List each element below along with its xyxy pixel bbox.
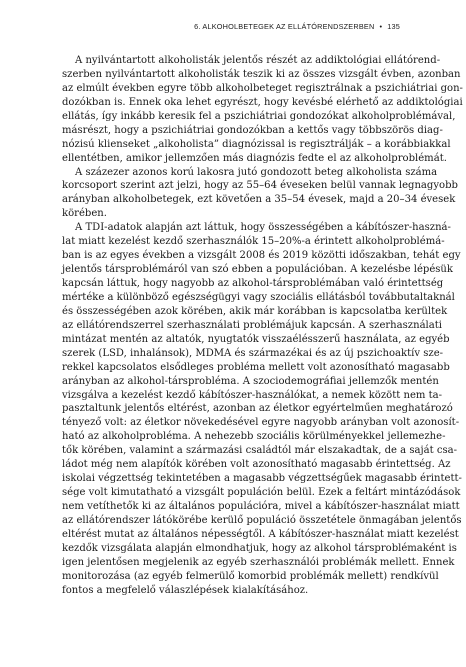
text-line: az elmúlt években egyre több alkoholbeteget regisztrálnak a pszichiátriai gon- xyxy=(62,82,463,94)
text-line: vizsgálva a kezelést kezdő kábítószer-használókat, a nemek között nem ta- xyxy=(62,389,443,401)
text-line: mértéke a különböző egészségügyi vagy szociális ellátásból továbbutaltaknál xyxy=(62,291,455,303)
text-line: szerek (LSD, inhalánsok), MDMA és származékai és az új pszichoaktív sze- xyxy=(62,347,444,359)
text-line: A nyilvántartott alkoholisták jelentős részét az addiktológiai ellátórend- xyxy=(75,55,441,66)
text-line: ládot még nem alapítók körében volt azonosítható magasabb érintettség. Az xyxy=(62,459,451,471)
page-number: 135 xyxy=(387,22,400,31)
text-line: kapcsán láttuk, hogy nagyobb az alkohol-társproblémában való érintettség xyxy=(62,278,444,289)
text-line: iskolai végzettség tekintetében a magasabb végzettségűek magasabb érintett- xyxy=(62,473,462,485)
text-line: az ellátórendszer látókörébe kerülő populáció összetétele önmagában jelentős xyxy=(62,514,462,526)
running-head-separator: • xyxy=(379,22,383,31)
text-line: igen jelentősen megjelenik az egyéb szerhasználói problémák mellett. Ennek xyxy=(62,556,455,568)
text-line: mintázat mentén az altatók, nyugtatók visszaélésszerű használata, az egyéb xyxy=(62,333,450,345)
text-line: nem vetíthetők ki az általános populációra, mivel a kábítószer-használat miatt xyxy=(62,501,460,512)
text-line: ható az alkoholprobléma. A nehezebb szociális körülményekkel jellemezhe- xyxy=(62,431,446,443)
text-line: az ellátórendszerrel szerhasználati problémájuk kapcsán. A szerhasználati xyxy=(62,319,443,331)
paragraph xyxy=(62,54,463,166)
text-line: tők körében, valamint a származási családtól már elszakadtak, de a saját csa- xyxy=(62,445,458,457)
text-line: ban is az egyes években a vizsgált 2008 és 2019 közötti időszakban, tehát egy xyxy=(62,250,461,262)
text-line: és összességében azok körében, akik már korábban is kapcsolatba kerültek xyxy=(62,305,448,317)
text-line: körében. xyxy=(62,208,107,220)
text-line: monitorozása (az egyéb felmerülő komorbid problémák mellett) rendkívül xyxy=(62,570,439,582)
text-line: pasztaltunk jelentős eltérést, azonban az életkor egyértelműen meghatározó xyxy=(62,403,453,415)
text-line: A TDI-adatok alapján azt láttuk, hogy összességében a kábítószer-haszná- xyxy=(75,222,451,234)
text-line: korcsoport szerint azt jelzi, hogy az 55–64 éveseken belül vannak legnagyobb xyxy=(62,180,458,192)
text-line: fontos a megfelelő válaszlépések kialakításához. xyxy=(62,584,309,596)
text-line: eltérést mutat az általános népességtől. A kábítószer-használat miatt kezelést xyxy=(62,528,459,540)
text-line: nózisú klienseket „alkoholista” diagnózissal is regisztrálják – a korábbiakkal xyxy=(62,138,451,150)
text-line: dozókban is. Ennek oka lehet egyrészt, hogy kevésbé elérhető az addiktológiai xyxy=(62,96,463,108)
running-head xyxy=(194,22,400,31)
text-line: A százezer azonos korú lakosra jutó gondozott beteg alkoholista száma xyxy=(75,166,438,178)
text-line: jelentős társproblémáról van szó ebben a populációban. A kezelésbe lépésük xyxy=(62,264,453,276)
paragraph xyxy=(62,166,458,222)
text-line: szerben nyilvántartott alkoholisták teszik ki az összes vizsgált évben, azonban xyxy=(62,68,461,80)
body-text xyxy=(62,54,463,598)
text-line: arányban alkoholbetegek, ezt követően a 35–54 évesek, majd a 20–34 évesek xyxy=(62,194,456,206)
text-line: kezdők vizsgálata alapján elmondhatjuk, hogy az alkohol társproblémaként is xyxy=(62,542,457,554)
text-line: lat miatt kezelést kezdő szerhasználók 15–20%-a érintett alkoholproblémá- xyxy=(62,236,445,248)
running-head-chapter: 6. ALKOHOLBETEGEK AZ ELLÁTÓRENDSZERBEN xyxy=(194,22,375,31)
text-line: ellátás, így inkább keresik fel a pszichiátriai gondozókat alkoholproblémával, xyxy=(62,110,456,122)
text-line: tényező volt: az életkor növekedésével egyre nagyobb arányban volt azonosít- xyxy=(62,417,460,429)
paragraph xyxy=(62,221,462,597)
text-line: másrészt, hogy a pszichiátriai gondozókban a kettős vagy többszörös diag- xyxy=(62,124,443,136)
text-line: arányban az alkohol-társprobléma. A szociodemográfiai jellemzők mentén xyxy=(62,375,439,387)
text-line: sége volt kimutatható a vizsgált populáción belül. Ezek a feltárt mintázódások xyxy=(62,487,461,499)
text-line: ellentétben, amikor jellemzően más diagnózis fedte el az alkoholproblémát. xyxy=(62,152,447,164)
text-line: rekkel kapcsolatos elsődleges probléma mellett volt azonosítható magasabb xyxy=(62,361,450,373)
